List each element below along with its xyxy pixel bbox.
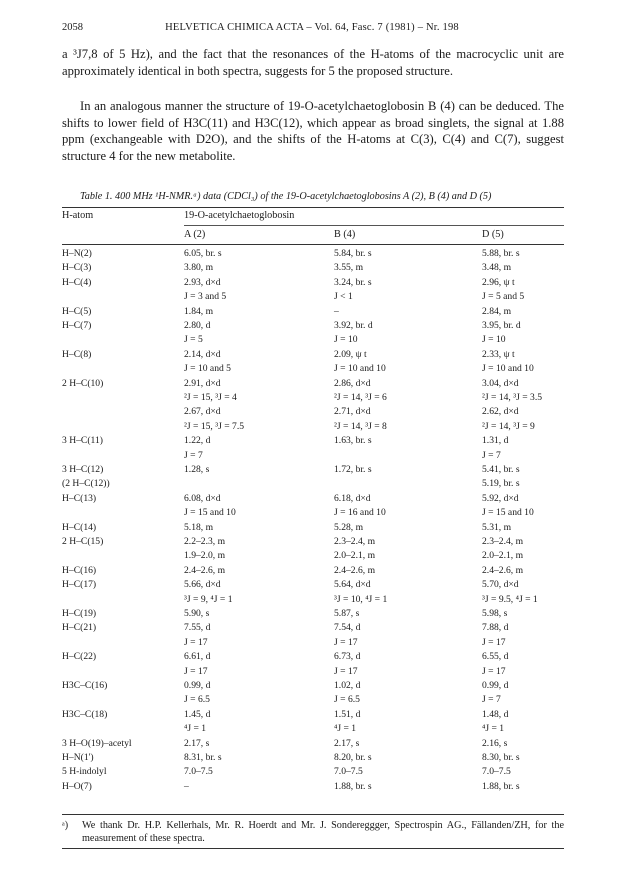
h-atom-cell: 2 H–C(15) [62,536,104,547]
cell-d: ³J = 9.5, ⁴J = 1 [482,593,538,605]
h-atom-cell: H–C(17) [62,579,97,591]
cell-a: J = 6.5 [184,694,210,706]
cell-a: 7.0–7.5 [184,766,213,778]
cell-b: – [334,305,339,317]
h-atom-cell: H–N(2) [62,248,92,259]
cell-a: ²J = 15, ³J = 4 [184,392,237,403]
cell-b: ²J = 14, ³J = 8 [334,420,387,432]
cell-a: 6.61, d [184,651,211,663]
cell-b: 5.87, s [334,608,360,619]
cell-a: 2.80, d [184,320,211,331]
cell-d: 5.41, br. s [482,464,520,475]
h-atom-cell: H–C(19) [62,608,97,619]
h-atom-cell: 3 H–C(11) [62,435,103,447]
page-number: 2058 [62,22,83,33]
cell-a: 1.28, s [184,464,210,475]
cell-d: 2.16, s [482,737,508,749]
h-atom-cell: H–C(22) [62,651,97,663]
cell-a: 2.93, d×d [184,276,221,288]
h-atom-cell: H–O(7) [62,780,92,792]
cell-d: 6.55, d [482,651,509,663]
cell-b: 3.55, m [334,262,364,274]
cell-a: 0.99, d [184,680,211,691]
cell-d: 3.04, d×d [482,377,519,389]
cell-b: 6.73, d [334,651,361,663]
footnote-text: We thank Dr. H.P. Kellerhals, Mr. R. Hoerdt and Mr. J. Sondereggger, Spectrospin AG., Fällanden/ZH, for the measurement of these spectra. [82,820,564,844]
cell-d: 5.92, d×d [482,492,519,504]
cell-a: J = 17 [184,665,208,677]
cell-d: 5.88, br. s [482,248,520,259]
cell-b: ²J = 14, ³J = 6 [334,392,387,403]
subheader-a: A (2) [184,229,206,240]
cell-a: 1.9–2.0, m [184,550,226,562]
cell-d: 2.33, ψ t [482,348,515,360]
cell-a: 6.05, br. s [184,248,222,259]
cell-a: ²J = 15, ³J = 7.5 [184,420,245,432]
cell-d: J = 5 and 5 [482,291,525,303]
cell-a: J = 17 [184,636,208,648]
footnote [62,819,564,845]
h-atom-cell: H–C(4) [62,276,92,288]
cell-b: 1.88, br. s [334,780,372,792]
cell-a: J = 10 and 5 [184,363,231,375]
cell-d: J = 10 and 10 [482,363,534,375]
cell-d: 2.4–2.6, m [482,564,524,576]
cell-b: J = 10 [334,334,358,346]
h-atom-cell: H–C(3) [62,262,92,274]
cell-a: 7.55, d [184,622,211,634]
cell-b: 2.3–2.4, m [334,536,376,547]
cell-b: 5.64, d×d [334,579,371,591]
cell-a: – [184,780,189,792]
cell-b: J = 16 and 10 [334,507,386,519]
h-atom-cell: H–C(21) [62,622,97,634]
cell-a: 2.4–2.6, m [184,564,226,576]
cell-d: J = 7 [482,694,501,706]
cell-b: J = 10 and 10 [334,363,386,375]
cell-b: 2.86, d×d [334,377,371,389]
h-atom-cell: 5 H-indolyl [62,766,107,778]
column-header-h-atom: H-atom [62,210,94,221]
cell-b: ⁴J = 1 [334,723,357,735]
cell-a: 3.80, m [184,262,214,274]
cell-a: 6.08, d×d [184,492,221,504]
h-atom-cell: 2 H–C(10) [62,377,104,389]
cell-b: 1.02, d [334,680,361,691]
cell-d: 5.98, s [482,608,508,619]
cell-d: 1.48, d [482,708,509,720]
h-atom-cell: H–C(14) [62,521,97,533]
cell-d: 2.84, m [482,305,512,317]
cell-a: 1.84, m [184,305,214,317]
subheader-d: D (5) [482,229,504,240]
h-atom-cell: H3C–C(16) [62,680,108,691]
cell-b: 5.28, m [334,521,364,533]
footnote-marker: ᵃ) [62,820,69,831]
cell-a: 2.67, d×d [184,406,221,418]
cell-d: 1.88, br. s [482,780,520,792]
cell-b: J < 1 [334,291,353,303]
cell-d: 5.31, m [482,521,512,533]
cell-b: 2.09, ψ t [334,348,367,360]
cell-a: 2.14, d×d [184,348,221,360]
cell-b: 1.63, br. s [334,435,372,447]
cell-a: 5.90, s [184,608,210,619]
cell-b: 2.17, s [334,737,360,749]
cell-a: J = 15 and 10 [184,507,236,519]
cell-a: J = 3 and 5 [184,291,227,303]
cell-a: J = 5 [184,334,203,346]
h-atom-cell: H–C(16) [62,564,97,576]
cell-b: 8.20, br. s [334,752,372,763]
cell-d: J = 7 [482,449,501,461]
h-atom-cell: H–C(5) [62,305,92,317]
cell-b: 2.71, d×d [334,406,371,418]
footnote-rule [62,848,564,849]
cell-d: J = 17 [482,636,506,648]
running-header [62,22,562,36]
cell-d: ⁴J = 1 [482,723,505,735]
h-atom-cell: H–C(8) [62,348,92,360]
cell-b: J = 6.5 [334,694,360,706]
cell-d: ²J = 14, ³J = 3.5 [482,392,543,403]
h-atom-cell: (2 H–C(12)) [62,478,110,490]
table-caption: Table 1. 400 MHz ¹H-NMR.ᵃ) data (CDCl₃) of the 19-O-acetylchaetoglobosins A (2), B (4) and D (5) [80,191,492,202]
cell-a: 2.2–2.3, m [184,536,226,547]
cell-b: 1.51, d [334,708,361,720]
paragraph: a ³J7,8 of 5 Hz), and the fact that the resonances of the H-atoms of the macrocyclic unit are approximately identical in both spectra, suggests for 5 the proposed structure. [62,47,564,78]
cell-b: ³J = 10, ⁴J = 1 [334,593,388,605]
cell-b: J = 17 [334,636,358,648]
cell-d: J = 10 [482,334,506,346]
cell-d: 0.99, d [482,680,509,691]
cell-a: ³J = 9, ⁴J = 1 [184,593,233,605]
cell-d: 3.95, br. d [482,320,521,331]
cell-d: 1.31, d [482,435,509,447]
cell-d: J = 15 and 10 [482,507,534,519]
journal-title: HELVETICA CHIMICA ACTA – Vol. 64, Fasc. 7 (1981) – Nr. 198 [165,22,459,33]
cell-a: 1.45, d [184,708,211,720]
cell-a: 5.18, m [184,521,214,533]
cell-a: 8.31, br. s [184,752,222,763]
cell-b: 7.54, d [334,622,361,634]
h-atom-cell: 3 H–C(12) [62,464,104,475]
cell-a: 5.66, d×d [184,579,221,591]
cell-d: 2.0–2.1, m [482,550,524,562]
h-atom-cell: H3C–C(18) [62,708,108,720]
cell-b: 7.0–7.5 [334,766,363,778]
paragraph: In an analogous manner the structure of 19-O-acetylchaetoglobosin B (4) can be deduced. The shifts to lower field of H3C(11) and H3C(12), which appear as broad singlets, the signal at 1.88 ppm (exchangeable with D2O), and the shifts of the H-atoms at C(3), C(4) and C(7), suggest structure 4 for the new metabolite. [62,99,564,163]
h-atom-cell: H–C(7) [62,320,92,331]
cell-a: ⁴J = 1 [184,723,207,735]
cell-d: 7.88, d [482,622,509,634]
group-header: 19-O-acetylchaetoglobosin [184,210,295,221]
cell-d: 5.19, br. s [482,478,520,490]
cell-d: 2.3–2.4, m [482,536,524,547]
cell-b: 1.72, br. s [334,464,372,475]
subheader-b: B (4) [334,229,356,240]
cell-b: 2.0–2.1, m [334,550,376,562]
table-bottom-rule [62,814,564,815]
cell-b: 3.24, br. s [334,276,372,288]
cell-a: 2.17, s [184,737,210,749]
cell-b: J = 17 [334,665,358,677]
cell-b: 3.92, br. d [334,320,373,331]
cell-b: 5.84, br. s [334,248,372,259]
h-atom-cell: 3 H–O(19)–acetyl [62,737,132,749]
cell-a: J = 7 [184,449,203,461]
cell-b: 2.4–2.6, m [334,564,376,576]
cell-a: 1.22, d [184,435,211,447]
cell-b: 6.18, d×d [334,492,371,504]
table-top-rule [62,207,564,208]
cell-d: 3.48, m [482,262,512,274]
cell-d: 7.0–7.5 [482,766,511,778]
group-rule [184,225,564,226]
cell-d: 8.30, br. s [482,752,520,763]
cell-d: J = 17 [482,665,506,677]
h-atom-cell: H–C(13) [62,492,97,504]
cell-a: 2.91, d×d [184,377,221,389]
cell-d: 2.96, ψ t [482,276,515,288]
cell-d: ²J = 14, ³J = 9 [482,420,535,432]
cell-d: 5.70, d×d [482,579,519,591]
header-rule [62,244,564,245]
cell-d: 2.62, d×d [482,406,519,418]
h-atom-cell: H–N(1') [62,752,94,763]
